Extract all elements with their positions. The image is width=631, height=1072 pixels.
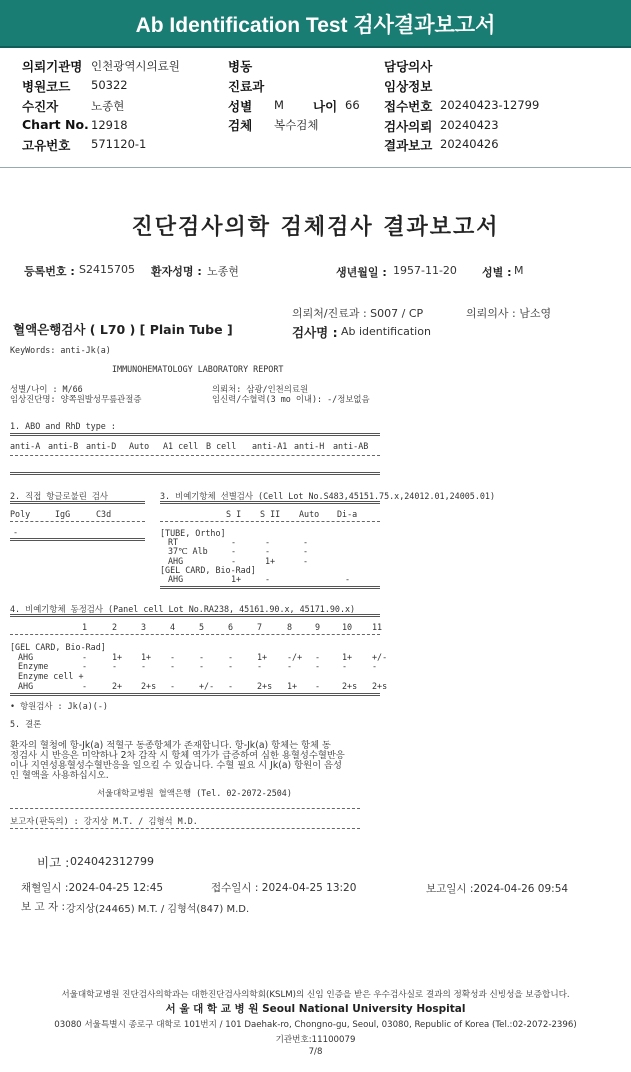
keywords: KeyWords: anti-Jk(a) [10, 345, 111, 355]
info-value: 20240423 [440, 118, 499, 132]
screen-cell: - [303, 556, 309, 566]
abo-header: anti-B [48, 441, 79, 451]
panel-header: 7 [257, 622, 263, 632]
info-value: M [274, 98, 284, 112]
report-title: 진단검사의학 검체검사 결과보고서 [131, 215, 500, 240]
panel-header: 11 [372, 622, 383, 632]
dat-title: 2. 직접 항글로불린 검사 [10, 491, 109, 501]
patient-label: 환자성명 : [151, 265, 202, 278]
dat-header: IgG [55, 509, 71, 519]
panel-header: 4 [170, 622, 176, 632]
address: 03080 서울특별시 종로구 대학로 101번지 / 101 Daehak-ro, Chongno-gu, Seoul, 03080, Republic of Korea (Tel.:02-2072-2396) [54, 1020, 577, 1030]
panel-cell: - [287, 661, 293, 671]
abo-header: A1 cell [163, 441, 199, 451]
info-value: 복수검체 [274, 118, 319, 132]
rule [160, 586, 380, 589]
panel-cell: +/- [199, 681, 215, 691]
rule [10, 634, 380, 635]
screen-cell: - [303, 537, 309, 547]
report-time: 보고일시 :2024-04-26 09:54 [426, 883, 569, 895]
info-label: 결과보고 [384, 138, 433, 153]
conclusion-line: 이나 지연성용혈성수혈반응을 일으킬 수 있습니다. 수혈 필요 시 Jk(a) 항원이 음성 [10, 760, 342, 771]
hospital-name: 서 울 대 학 교 병 원 Seoul National University Hospital [165, 1003, 466, 1015]
info-label: 나이 [313, 99, 338, 114]
info-label: 병동 [228, 59, 253, 74]
panel-row-name: AHG [18, 652, 34, 662]
screen-row-name: [GEL CARD, Bio-Rad] [160, 565, 256, 575]
panel-row-name: Enzyme [18, 661, 49, 671]
panel-cell: +/- [372, 652, 388, 662]
panel-cell: - [199, 652, 205, 662]
panel-cell: - [112, 661, 118, 671]
screen-cell: 1+ [265, 556, 276, 566]
rule [160, 521, 380, 522]
panel-title: 4. 비예기항체 동정검사 (Panel cell Lot No.RA238, 45161.90.x, 45171.90.x) [10, 604, 356, 614]
panel-header: 5 [199, 622, 205, 632]
panel-cell: - [372, 661, 378, 671]
panel-cell: - [228, 652, 234, 662]
info-value: 66 [345, 98, 360, 112]
panel-cell: - [315, 652, 321, 662]
abo-header: anti-D [86, 441, 117, 451]
sex-label: 성별 : [482, 266, 512, 279]
abo-title: 1. ABO and RhD type : [10, 421, 116, 431]
screen-cell: - [265, 546, 271, 556]
panel-cell: 2+s [141, 681, 157, 691]
panel-cell: - [228, 661, 234, 671]
panel-cell: - [257, 661, 263, 671]
reporter-value: 강지상(24465) M.T. / 김형석(847) M.D. [66, 904, 250, 915]
info-label: Chart No. [22, 117, 89, 132]
abo-header: anti-AB [333, 441, 369, 451]
panel-cell: 2+s [372, 681, 388, 691]
screen-cell: - [231, 546, 237, 556]
screen-cell: - [231, 537, 237, 547]
panel-header: 9 [315, 622, 321, 632]
screen-title: 3. 비예기항체 선별검사 (Cell Lot No.S483,45151.75.x,24012.01,24005.01) [160, 491, 496, 501]
rule [10, 614, 380, 617]
info-label: 고유번호 [22, 138, 71, 153]
rule [160, 501, 380, 504]
panel-cell: - [342, 661, 348, 671]
conclusion-line: 정검사 시 반응은 미약하나 2차 감작 시 항체 역가가 급증하여 심한 용혈성수혈반응 [10, 750, 345, 761]
header-title: Ab Identification Test 검사결과보고서 [135, 14, 496, 37]
panel-row-name: Enzyme cell + [18, 671, 84, 681]
info-label: 병원코드 [22, 79, 71, 94]
info-value: 20240426 [440, 137, 499, 151]
certification: 서울대학교병원 진단검사의학과는 대한진단검사의학회(KSLM)의 신임 인증을 받은 우수검사실로 결과의 정확성과 신빙성을 보증합니다. [61, 990, 570, 1000]
info-label: 담당의사 [384, 59, 433, 74]
panel-cell: - [315, 661, 321, 671]
panel-cell: - [82, 681, 88, 691]
screen-cell: - [231, 556, 237, 566]
panel-header: 2 [112, 622, 118, 632]
panel-cell: - [170, 652, 176, 662]
screen-header: Di-a [337, 509, 358, 519]
test-value: Ab identification [341, 325, 431, 338]
panel-cell: 1+ [141, 652, 152, 662]
header-divider [0, 46, 631, 48]
reg-label: 등록번호 : [24, 265, 75, 278]
page-number: 7/8 [308, 1047, 323, 1057]
panel-cell: - [82, 661, 88, 671]
reporter-label: 보 고 자 : [21, 901, 65, 913]
panel-cell: - [82, 652, 88, 662]
note-label: 비고 : [37, 855, 70, 870]
conclusion-line: 환자의 혈청에 항-Jk(a) 적혈구 동종항체가 존재합니다. 항-Jk(a) 항체는 항체 동 [10, 740, 331, 751]
panel-row-name: AHG [18, 681, 34, 691]
conclusion-title: 5. 결론 [10, 719, 42, 729]
sex-value: M [514, 264, 524, 277]
pregnancy: 임신력/수혈력(3 mo 이내): -/정보없음 [212, 394, 370, 404]
abo-header: anti-H [294, 441, 325, 451]
panel-cell: - [170, 681, 176, 691]
conclusion-line: 인 혈액을 사용하십시오. [10, 770, 109, 781]
diagnosis: 임상진단명: 양쪽원발성무릎관절증 [10, 394, 142, 404]
doctor-text: 의뢰의사 : 남소영 [466, 307, 552, 320]
screen-row-name: AHG [168, 556, 184, 566]
abo-header: B cell [206, 441, 237, 451]
rule [10, 501, 145, 504]
section-divider [0, 167, 631, 168]
blood-bank: 서울대학교병원 혈액은행 (Tel. 02-2072-2504) [97, 788, 292, 798]
rule [10, 472, 380, 475]
info-value: 20240423-12799 [440, 98, 540, 112]
abo-header: Auto [129, 441, 150, 451]
panel-cell: - [228, 681, 234, 691]
abo-header: anti-A [10, 441, 41, 451]
screen-header: S I [226, 509, 242, 519]
info-label: 진료과 [228, 79, 265, 94]
screen-row-name: AHG [168, 574, 184, 584]
panel-cell: 2+ [112, 681, 123, 691]
lab-reporter: 보고자(판독의) : 강지상 M.T. / 김형석 M.D. [10, 816, 198, 826]
dat-header: C3d [96, 509, 112, 519]
rule [10, 433, 380, 436]
info-value: 인천광역시의료원 [91, 59, 180, 73]
screen-cell: - [303, 546, 309, 556]
screen-cell: 1+ [231, 574, 242, 584]
rule [10, 521, 145, 522]
rule [10, 808, 360, 809]
panel-cell: 2+s [257, 681, 273, 691]
antigen-result: • 항원검사 : Jk(a)(-) [10, 701, 108, 711]
panel-cell: -/+ [287, 652, 303, 662]
dob-value: 1957-11-20 [393, 264, 457, 277]
screen-cell: - [265, 574, 271, 584]
panel-cell: 1+ [287, 681, 298, 691]
panel-cell: - [141, 661, 147, 671]
panel-cell: 1+ [257, 652, 268, 662]
screen-header: Auto [299, 509, 320, 519]
info-value: 50322 [91, 78, 128, 92]
panel-header: 10 [342, 622, 353, 632]
panel-header: 1 [82, 622, 88, 632]
screen-row-name: 37℃ Alb [168, 546, 208, 556]
panel-cell: - [199, 661, 205, 671]
panel-header: 6 [228, 622, 234, 632]
panel-header: 8 [287, 622, 293, 632]
dept-text: 의뢰처/진료과 : S007 / CP [292, 307, 424, 320]
dob-label: 생년월일 : [336, 266, 387, 279]
info-label: 검체 [228, 118, 253, 133]
rule [10, 693, 380, 696]
screen-header: S II [260, 509, 281, 519]
sex-age: 성별/나이 : M/66 [10, 384, 83, 394]
collect-time: 채혈일시 :2024-04-25 12:45 [21, 882, 164, 894]
panel-cell: - [315, 681, 321, 691]
lab-report-title: IMMUNOHEMATOLOGY LABORATORY REPORT [112, 364, 284, 374]
institution-number: 기관번호:11100079 [275, 1035, 356, 1045]
patient-value: 노종현 [207, 265, 239, 278]
note-value: 024042312799 [70, 855, 154, 868]
info-value: 12918 [91, 118, 128, 132]
panel-cell: - [170, 661, 176, 671]
section-title: 혈액은행검사 ( L70 ) [ Plain Tube ] [13, 322, 233, 337]
panel-cell: 1+ [342, 652, 353, 662]
screen-row-name: [TUBE, Ortho] [160, 528, 226, 538]
panel-cell: 2+s [342, 681, 358, 691]
info-label: 검사의뢰 [384, 119, 433, 134]
receive-time: 접수일시 : 2024-04-25 13:20 [211, 882, 357, 894]
rule [10, 828, 360, 829]
info-label: 수진자 [22, 99, 59, 114]
dat-value: - [13, 527, 19, 537]
info-value: 571120-1 [91, 137, 147, 151]
reg-value: S2415705 [79, 263, 135, 276]
screen-cell: - [345, 574, 351, 584]
rule [10, 455, 380, 456]
panel-row-name: [GEL CARD, Bio-Rad] [10, 642, 106, 652]
test-label: 검사명 : [292, 325, 338, 340]
panel-cell: 1+ [112, 652, 123, 662]
panel-header: 3 [141, 622, 147, 632]
info-label: 성별 [228, 99, 253, 114]
screen-cell: - [265, 537, 271, 547]
requester: 의뢰처: 삼광/인천의료원 [212, 384, 309, 394]
abo-header: anti-A1 [252, 441, 288, 451]
info-value: 노종현 [91, 99, 125, 113]
rule [10, 538, 145, 541]
info-label: 임상정보 [384, 79, 433, 94]
dat-header: Poly [10, 509, 31, 519]
info-label: 의뢰기관명 [22, 59, 83, 74]
info-label: 접수번호 [384, 99, 433, 114]
screen-row-name: RT [168, 537, 179, 547]
